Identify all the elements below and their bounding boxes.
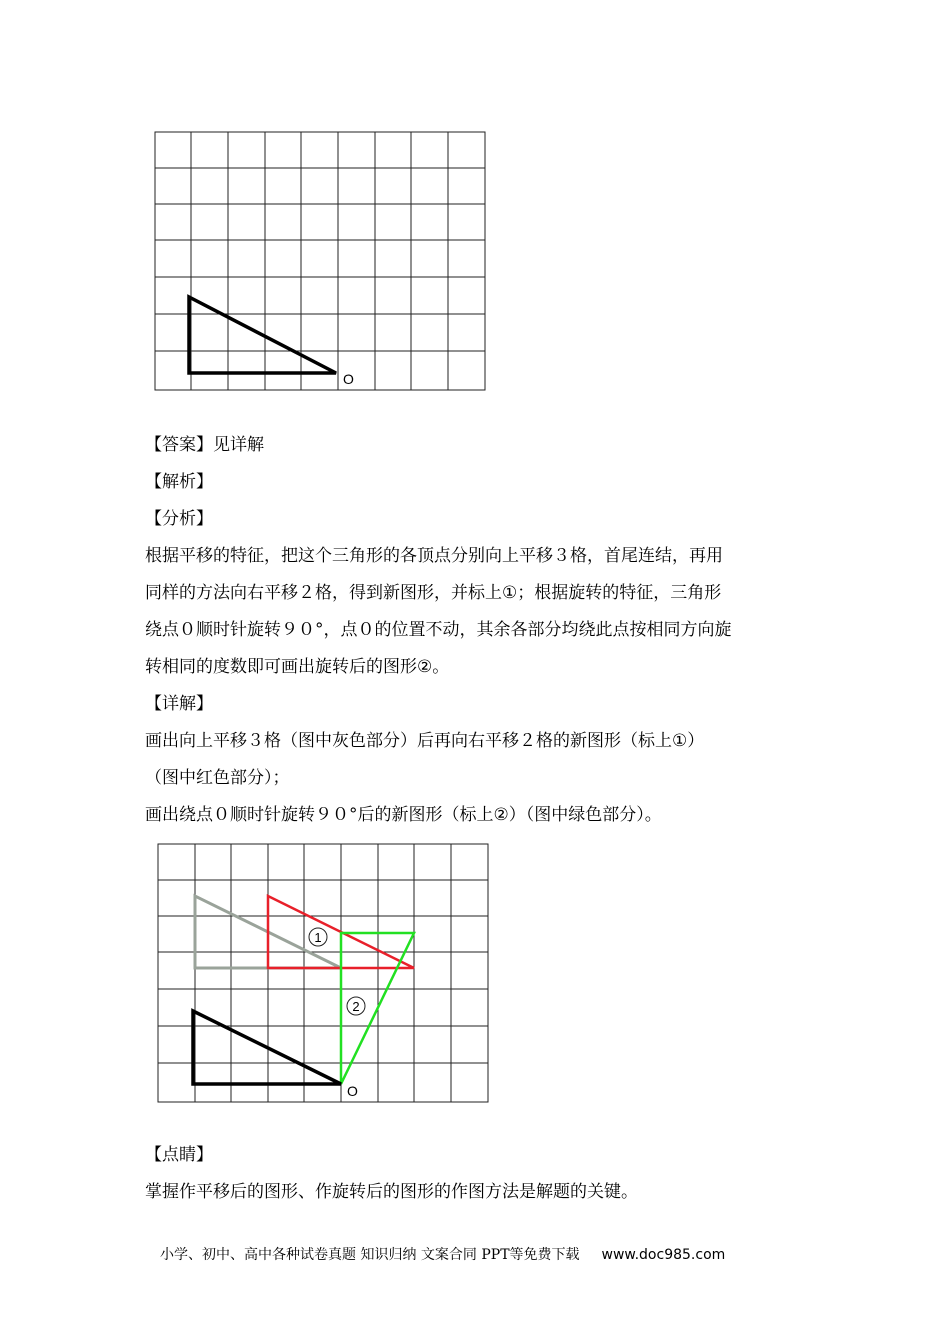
answer-text: 见详解 [213, 435, 264, 455]
answer-line [145, 427, 815, 464]
fenxi-line: 转相同的度数即可画出旋转后的图形②。 [145, 657, 450, 677]
dianjing-heading: 【点睛】 [145, 1145, 213, 1165]
fenxi-line: 同样的方法向右平移２格，得到新图形，并标上①；根据旋转的特征，三角形 [145, 583, 722, 603]
analysis-heading: 【解析】 [145, 472, 213, 492]
footer-text: 小学、初中、高中各种试卷真题 知识归纳 文案合同 PPT等免费下载 [160, 1247, 580, 1263]
xiangjie-heading: 【详解】 [145, 694, 213, 714]
figure-solution [153, 840, 498, 1106]
circled-label-2 [347, 997, 365, 1015]
page-footer [160, 1244, 800, 1264]
figure-original-triangle [150, 128, 490, 393]
grid [155, 132, 485, 390]
fenxi-heading: 【分析】 [145, 509, 213, 529]
point-o-label: O [347, 1083, 358, 1099]
label-1: 1 [314, 930, 322, 945]
xiangjie-line: 画出绕点０顺时针旋转９０°后的新图形（标上②）（图中绿色部分）。 [145, 805, 662, 825]
circled-label-1 [309, 928, 327, 946]
fenxi-line: 根据平移的特征，把这个三角形的各顶点分别向上平移３格，首尾连结，再用 [145, 546, 723, 566]
point-o-label: O [343, 371, 354, 387]
dianjing-block [145, 1137, 815, 1211]
label-2: 2 [352, 999, 360, 1014]
xiangjie-line: 画出向上平移３格（图中灰色部分）后再向右平移２格的新图形（标上①） [145, 731, 705, 751]
fenxi-line: 绕点０顺时针旋转９０°，点０的位置不动，其余各部分均绕此点按相同方向旋 [145, 620, 732, 640]
original-triangle [189, 297, 336, 373]
grid [158, 844, 488, 1102]
answer-block [145, 427, 815, 834]
answer-label: 【答案】 [145, 435, 213, 455]
black-original-triangle [193, 1011, 341, 1084]
footer-url[interactable]: www.doc985.com [601, 1247, 726, 1263]
dianjing-text: 掌握作平移后的图形、作旋转后的图形的作图方法是解题的关键。 [145, 1182, 638, 1202]
xiangjie-line: （图中红色部分）； [145, 768, 290, 788]
